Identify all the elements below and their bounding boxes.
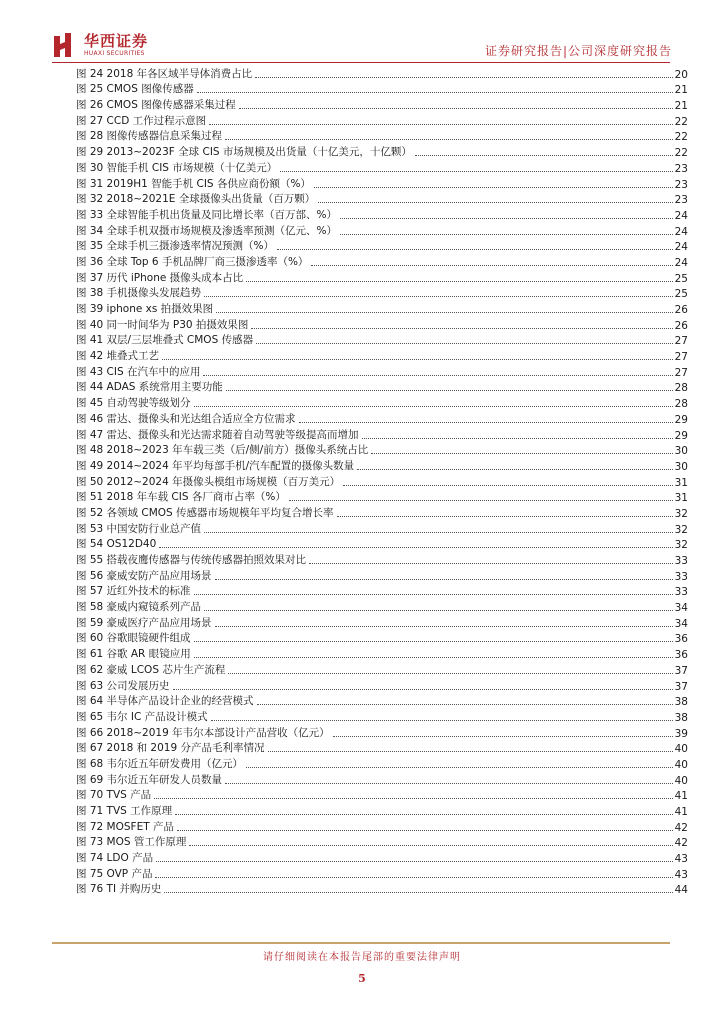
toc-entry[interactable] <box>76 332 688 348</box>
toc-entry[interactable] <box>76 630 688 646</box>
toc-entry[interactable] <box>76 567 688 583</box>
toc-leader-dots <box>246 767 673 768</box>
toc-leader-dots <box>343 485 673 486</box>
toc-entry-label: 图 35 全球手机三摄渗透率情况预测（%） <box>76 240 275 253</box>
toc-entry-page: 22 <box>674 115 688 128</box>
toc-leader-dots <box>228 673 672 674</box>
toc-entry-page: 26 <box>674 304 688 316</box>
toc-entry-page: 44 <box>674 884 688 897</box>
toc-entry[interactable] <box>76 881 688 897</box>
toc-entry[interactable] <box>76 614 688 630</box>
toc-entry[interactable] <box>76 865 688 881</box>
toc-leader-dots <box>154 798 672 799</box>
toc-entry[interactable] <box>76 598 688 614</box>
toc-entry[interactable] <box>76 175 688 191</box>
toc-entry-page: 37 <box>674 664 688 677</box>
toc-leader-dots <box>159 547 672 548</box>
toc-entry-page: 31 <box>674 492 688 505</box>
toc-entry-page: 32 <box>674 523 688 536</box>
toc-entry[interactable] <box>76 253 688 269</box>
toc-entry-page: 39 <box>674 727 688 740</box>
toc-entry-page: 23 <box>674 194 688 207</box>
toc-entry-label: 图 25 CMOS 图像传感器 <box>76 83 194 96</box>
toc-entry-page: 36 <box>674 649 688 662</box>
toc-entry-label: 图 71 TVS 工作原理 <box>76 805 173 817</box>
toc-leader-dots <box>204 296 673 297</box>
toc-entry[interactable] <box>76 96 688 112</box>
toc-entry-page: 34 <box>674 617 688 630</box>
toc-entry-page: 24 <box>674 209 688 222</box>
toc-entry-page: 41 <box>674 806 688 818</box>
toc-entry-label: 图 44 ADAS 系统常用主要功能 <box>76 381 223 394</box>
toc-entry-label: 图 39 iphone xs 拍摄效果图 <box>76 303 214 315</box>
legal-notice: 请仔细阅读在本报告尾部的重要法律声明 <box>263 952 461 963</box>
toc-leader-dots <box>216 312 672 313</box>
toc-entry-page: 34 <box>674 602 688 615</box>
toc-entry-page: 41 <box>674 790 688 803</box>
toc-leader-dots <box>337 516 673 517</box>
toc-entry-page: 43 <box>674 853 688 866</box>
toc-entry-label: 图 45 自动驾驶等级划分 <box>76 397 191 410</box>
toc-entry-label: 图 62 豪威 LCOS 芯片生产流程 <box>76 663 226 676</box>
toc-entry[interactable] <box>76 300 688 316</box>
toc-entry-page: 22 <box>674 131 688 144</box>
toc-entry[interactable] <box>76 65 688 81</box>
toc-entry-page: 23 <box>674 178 688 191</box>
toc-leader-dots <box>209 124 673 125</box>
toc-entry-label: 图 49 2014~2024 年平均每部手机/汽车配置的摄像头数量 <box>76 459 355 472</box>
toc-entry-label: 图 69 韦尔近五年研发人员数量 <box>76 773 223 786</box>
toc-leader-dots <box>155 877 672 878</box>
toc-entry-page: 33 <box>674 586 688 599</box>
toc-entry[interactable] <box>76 206 688 222</box>
toc-entry-page: 40 <box>674 758 688 771</box>
toc-entry-page: 32 <box>674 507 688 520</box>
toc-leader-dots <box>211 720 673 721</box>
toc-entry[interactable] <box>76 112 688 128</box>
toc-leader-dots <box>255 77 673 78</box>
brand-name: 华西证券 <box>84 32 149 50</box>
toc-entry-label: 图 60 谷歌眼镜硬件组成 <box>76 632 191 645</box>
toc-entry[interactable] <box>76 222 688 238</box>
toc-entry-label: 图 70 TVS 产品 <box>76 789 152 802</box>
toc-entry[interactable] <box>76 708 688 724</box>
toc-entry-page: 28 <box>674 382 688 395</box>
toc-entry-label: 图 50 2012~2024 年摄像头模组市场规模（百万美元） <box>76 475 341 488</box>
huaxi-logo-icon <box>52 33 78 59</box>
toc-leader-dots <box>164 892 672 893</box>
toc-entry[interactable] <box>76 645 688 661</box>
toc-entry-page: 42 <box>674 837 688 850</box>
toc-entry-page: 21 <box>674 84 688 97</box>
toc-leader-dots <box>257 704 673 705</box>
header-divider <box>52 62 670 63</box>
toc-entry[interactable] <box>76 410 688 426</box>
toc-entry-label: 图 34 全球手机双摄市场规模及渗透率预测（亿元、%） <box>76 224 338 237</box>
toc-leader-dots <box>194 657 673 658</box>
toc-entry-label: 图 26 CMOS 图像传感器采集过程 <box>76 99 236 112</box>
toc-entry-label: 图 58 豪威内窥镜系列产品 <box>76 601 202 614</box>
toc-entry-page: 27 <box>674 335 688 348</box>
toc-entry-label: 图 37 历代 iPhone 摄像头成本占比 <box>76 271 244 284</box>
toc-entry-label: 图 76 TI 并购历史 <box>76 883 162 896</box>
toc-leader-dots <box>362 438 673 439</box>
toc-entry[interactable] <box>76 834 688 850</box>
brand-name-english: HUAXI SECURITIES <box>84 50 145 57</box>
page-number: 5 <box>358 972 366 985</box>
toc-entry[interactable] <box>76 849 688 865</box>
toc-entry-label: 图 67 2018 和 2019 分产品毛利率情况 <box>76 742 265 755</box>
toc-entry-label: 图 52 各领域 CMOS 传感器市场规模年平均复合增长率 <box>76 506 334 519</box>
toc-leader-dots <box>204 610 673 611</box>
toc-entry-label: 图 56 豪威安防产品应用场景 <box>76 569 212 582</box>
toc-entry-label: 图 55 搭载夜鹰传感器与传统传感器拍照效果对比 <box>76 554 307 566</box>
toc-entry-label: 图 74 LDO 产品 <box>76 852 154 865</box>
toc-entry[interactable] <box>76 285 688 301</box>
report-type: 证券研究报告|公司深度研究报告 <box>484 44 672 58</box>
toc-leader-dots <box>299 422 673 423</box>
toc-entry-label: 图 27 CCD 工作过程示意图 <box>76 114 207 127</box>
toc-leader-dots <box>309 563 673 564</box>
toc-entry[interactable] <box>76 489 688 505</box>
toc-entry-label: 图 24 2018 年各区域半导体消费占比 <box>76 67 253 80</box>
toc-leader-dots <box>194 641 673 642</box>
toc-leader-dots <box>239 108 673 109</box>
toc-entry-label: 图 68 韦尔近五年研发费用（亿元） <box>76 757 244 770</box>
toc-entry-page: 24 <box>674 241 688 254</box>
toc-entry-page: 23 <box>674 162 688 175</box>
toc-leader-dots <box>177 830 673 831</box>
toc-entry-label: 图 64 半导体产品设计企业的经营模式 <box>76 695 254 708</box>
toc-leader-dots <box>215 626 673 627</box>
toc-entry-page: 33 <box>674 555 688 567</box>
toc-leader-dots <box>289 500 673 501</box>
toc-entry-label: 图 30 智能手机 CIS 市场规模（十亿美元） <box>76 161 278 174</box>
toc-entry[interactable] <box>76 238 688 254</box>
toc-entry-label: 图 53 中国安防行业总产值 <box>76 522 202 535</box>
toc-entry-label: 图 29 2013~2023F 全球 CIS 市场规模及出货量（十亿美元，十亿颗） <box>76 146 412 159</box>
toc-entry-label: 图 48 2018~2023 年车载三类（后/侧/前方）摄像头系统占比 <box>76 444 369 457</box>
toc-entry-label: 图 40 同一时间华为 P30 拍摄效果图 <box>76 318 249 331</box>
toc-entry-label: 图 33 全球智能手机出货量及同比增长率（百万部、%） <box>76 208 338 221</box>
toc-entry-page: 30 <box>674 460 688 473</box>
toc-entry-page: 25 <box>674 288 688 301</box>
toc-entry-page: 29 <box>674 429 688 442</box>
toc-entry[interactable] <box>76 787 688 803</box>
toc-leader-dots <box>251 328 672 329</box>
toc-leader-dots <box>194 406 673 407</box>
toc-leader-dots <box>318 202 672 203</box>
toc-entry[interactable] <box>76 504 688 520</box>
toc-entry-page: 37 <box>674 680 688 693</box>
toc-leader-dots <box>415 155 673 156</box>
toc-leader-dots <box>156 861 673 862</box>
toc-leader-dots <box>189 845 672 846</box>
toc-entry[interactable] <box>76 269 688 285</box>
toc-entry-label: 图 75 OVP 产品 <box>76 867 153 880</box>
toc-entry-label: 图 32 2018~2021E 全球摄像头出货量（百万颗） <box>76 193 316 206</box>
toc-entry-page: 24 <box>674 225 688 238</box>
toc-entry[interactable] <box>76 583 688 599</box>
toc-entry[interactable] <box>76 473 688 489</box>
toc-entry-page: 36 <box>674 633 688 646</box>
toc-entry-page: 38 <box>674 711 688 724</box>
toc-entry-label: 图 59 豪威医疗产品应用场景 <box>76 616 212 629</box>
toc-entry-page: 27 <box>674 351 688 364</box>
toc-entry-label: 图 46 雷达、摄像头和光达组合适应全方位需求 <box>76 412 296 425</box>
toc-leader-dots <box>225 783 673 784</box>
page-header <box>0 0 724 62</box>
toc-entry-page: 33 <box>674 570 688 583</box>
toc-entry-page: 43 <box>674 868 688 881</box>
toc-leader-dots <box>194 594 673 595</box>
toc-entry[interactable] <box>76 693 688 709</box>
toc-leader-dots <box>333 736 673 737</box>
toc-entry-page: 29 <box>674 413 688 426</box>
toc-entry-label: 图 66 2018~2019 年韦尔本部设计产品营收（亿元） <box>76 726 330 739</box>
toc-leader-dots <box>314 187 673 188</box>
toc-leader-dots <box>268 751 673 752</box>
toc-entry-label: 图 47 雷达、摄像头和光达需求随着自动驾驶等级提高而增加 <box>76 428 359 441</box>
toc-leader-dots <box>280 171 672 172</box>
toc-entry-label: 图 73 MOS 管工作原理 <box>76 836 187 849</box>
toc-entry[interactable] <box>76 536 688 552</box>
toc-entry[interactable] <box>76 316 688 332</box>
toc-entry-label: 图 72 MOSFET 产品 <box>76 820 174 833</box>
toc-leader-dots <box>277 249 673 250</box>
toc-entry[interactable] <box>76 442 688 458</box>
toc-entry[interactable] <box>76 191 688 207</box>
toc-leader-dots <box>357 469 672 470</box>
footer-divider <box>52 942 670 944</box>
toc-entry-page: 40 <box>674 743 688 756</box>
toc-entry[interactable] <box>76 379 688 395</box>
toc-entry-page: 42 <box>674 821 688 834</box>
toc-leader-dots <box>371 453 672 454</box>
toc-leader-dots <box>311 265 672 266</box>
toc-leader-dots <box>173 689 673 690</box>
toc-entry-page: 25 <box>674 272 688 285</box>
toc-entry[interactable] <box>76 363 688 379</box>
toc-leader-dots <box>256 343 673 344</box>
toc-entry-label: 图 51 2018 年车载 CIS 各厂商市占率（%） <box>76 491 286 504</box>
toc-entry[interactable] <box>76 724 688 740</box>
table-of-figures <box>76 65 688 896</box>
toc-entry-page: 31 <box>674 476 688 489</box>
toc-leader-dots <box>204 532 673 533</box>
toc-entry[interactable] <box>76 426 688 442</box>
toc-entry[interactable] <box>76 755 688 771</box>
toc-entry[interactable] <box>76 771 688 787</box>
toc-entry-page: 21 <box>674 100 688 113</box>
toc-entry-page: 20 <box>674 68 688 81</box>
toc-entry-label: 图 38 手机摄像头发展趋势 <box>76 287 202 300</box>
toc-leader-dots <box>203 375 672 376</box>
toc-entry-page: 26 <box>674 319 688 332</box>
toc-leader-dots <box>215 579 673 580</box>
toc-entry[interactable] <box>76 457 688 473</box>
toc-entry[interactable] <box>76 81 688 97</box>
toc-entry-page: 22 <box>674 147 688 160</box>
toc-entry-page: 28 <box>674 398 688 411</box>
toc-entry[interactable] <box>76 551 688 567</box>
toc-entry-label: 图 57 近红外技术的标准 <box>76 585 191 598</box>
toc-entry-page: 24 <box>674 256 688 269</box>
toc-entry-label: 图 42 堆叠式工艺 <box>76 350 160 363</box>
toc-entry-label: 图 54 OS12D40 <box>76 538 157 551</box>
toc-entry[interactable] <box>76 520 688 536</box>
toc-entry-page: 38 <box>674 696 688 709</box>
toc-entry[interactable] <box>76 394 688 410</box>
toc-leader-dots <box>175 814 672 815</box>
toc-entry[interactable] <box>76 740 688 756</box>
toc-entry-label: 图 36 全球 Top 6 手机品牌厂商三摄渗透率（%） <box>76 255 309 268</box>
toc-entry-label: 图 31 2019H1 智能手机 CIS 各供应商份额（%） <box>76 177 311 190</box>
toc-entry[interactable] <box>76 802 688 818</box>
toc-entry-label: 图 28 图像传感器信息采集过程 <box>76 130 223 143</box>
toc-leader-dots <box>226 390 673 391</box>
toc-entry[interactable] <box>76 677 688 693</box>
toc-entry[interactable] <box>76 347 688 363</box>
toc-entry-page: 32 <box>674 539 688 552</box>
toc-entry[interactable] <box>76 159 688 175</box>
toc-entry[interactable] <box>76 661 688 677</box>
toc-entry-label: 图 43 CIS 在汽车中的应用 <box>76 365 201 378</box>
toc-leader-dots <box>340 218 673 219</box>
toc-leader-dots <box>225 139 673 140</box>
toc-entry-label: 图 41 双层/三层堆叠式 CMOS 传感器 <box>76 334 254 347</box>
toc-entry-label: 图 65 韦尔 IC 产品设计模式 <box>76 710 208 723</box>
toc-leader-dots <box>197 92 673 93</box>
toc-entry-label: 图 63 公司发展历史 <box>76 679 170 692</box>
toc-entry[interactable] <box>76 128 688 144</box>
toc-entry-page: 40 <box>674 774 688 787</box>
toc-leader-dots <box>246 281 672 282</box>
toc-entry[interactable] <box>76 143 688 159</box>
toc-leader-dots <box>162 359 673 360</box>
toc-entry-page: 27 <box>674 366 688 379</box>
toc-entry-page: 30 <box>674 445 688 458</box>
toc-entry-label: 图 61 谷歌 AR 眼镜应用 <box>76 648 191 661</box>
toc-entry[interactable] <box>76 818 688 834</box>
toc-leader-dots <box>340 234 673 235</box>
